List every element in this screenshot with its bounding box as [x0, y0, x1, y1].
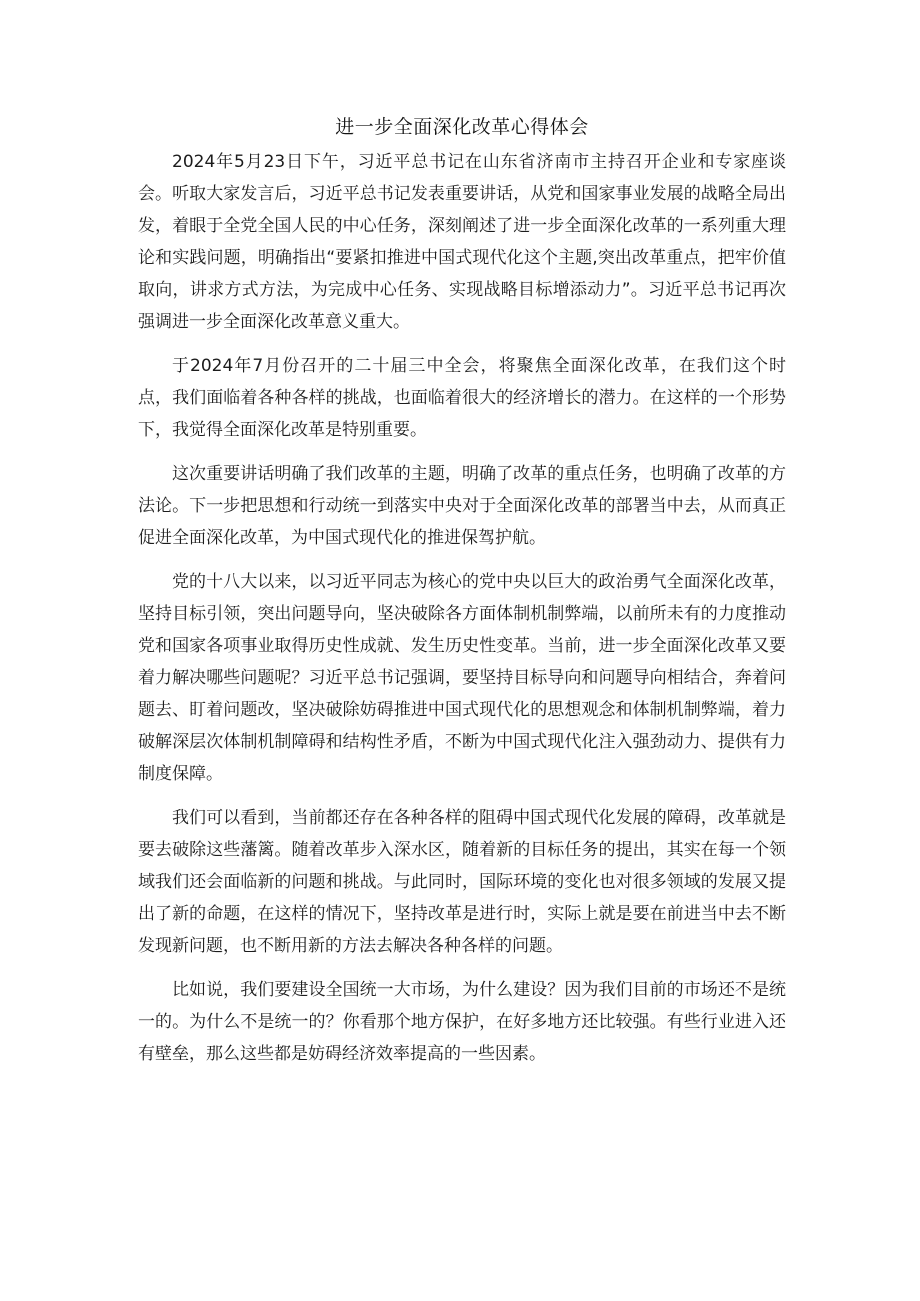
document-title: 进一步全面深化改革心得体会 [335, 116, 589, 138]
paragraph-6: 比如说，我们要建设全国统一大市场，为什么建设？因为我们目前的市场还不是统一的。为什么不是统一的？你看那个地方保护，在好多地方还比较强。有些行业进入还有壁垒，那么这些都是妨碍经济效率提高的一些因素。 [138, 980, 786, 1064]
paragraph-1: 2024年5月23日下午，习近平总书记在山东省济南市主持召开企业和专家座谈会。听取大家发言后，习近平总书记发表重要讲话，从党和国家事业发展的战略全局出发，着眼于全党全国人民的中心任务，深刻阐述了进一步全面深化改革的一系列重大理论和实践问题，明确指出“要紧扣推进中国式现代化这个主题,突出改革重点，把牢价值取向，讲求方式方法，为完成中心任务、实现战略目标增添动力”。习近平总书记再次强调进一步全面深化改革意义重大。 [138, 152, 786, 332]
paragraph-2: 于2024年7月份召开的二十届三中全会，将聚焦全面深化改革，在我们这个时点，我们面临着各种各样的挑战，也面临着很大的经济增长的潜力。在这样的一个形势下，我觉得全面深化改革是特别重要。 [138, 356, 786, 440]
paragraph-3: 这次重要讲话明确了我们改革的主题，明确了改革的重点任务，也明确了改革的方法论。下一步把思想和行动统一到落实中央对于全面深化改革的部署当中去，从而真正促进全面深化改革，为中国式现代化的推进保驾护航。 [138, 464, 786, 548]
paragraph-4: 党的十八大以来，以习近平同志为核心的党中央以巨大的政治勇气全面深化改革，坚持目标引领，突出问题导向，坚决破除各方面体制机制弊端，以前所未有的力度推动党和国家各项事业取得历史性成就、发生历史性变革。当前，进一步全面深化改革又要着力解决哪些问题呢？习近平总书记强调，要坚持目标导向和问题导向相结合，奔着问题去、盯着问题改，坚决破除妨碍推进中国式现代化的思想观念和体制机制弊端，着力破解深层次体制机制障碍和结构性矛盾，不断为中国式现代化注入强劲动力、提供有力制度保障。 [138, 572, 786, 784]
paragraph-5: 我们可以看到，当前都还存在各种各样的阻碍中国式现代化发展的障碍，改革就是要去破除这些藩篱。随着改革步入深水区，随着新的目标任务的提出，其实在每一个领域我们还会面临新的问题和挑战。与此同时，国际环境的变化也对很多领域的发展又提出了新的命题，在这样的情况下，坚持改革是进行时，实际上就是要在前进当中去不断发现新问题，也不断用新的方法去解决各种各样的问题。 [138, 808, 786, 956]
document-body [138, 146, 786, 1070]
